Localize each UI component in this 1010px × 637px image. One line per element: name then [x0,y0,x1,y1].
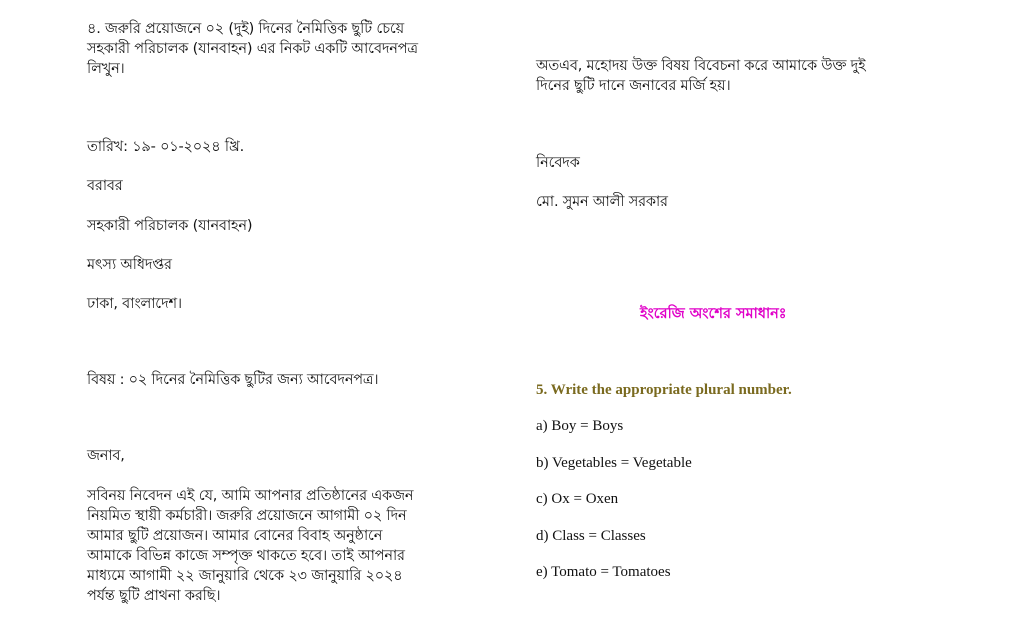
recipient-title: সহকারী পরিচালক (যানবাহন) [87,218,253,234]
letter-signoff: নিবেদক [536,155,580,171]
body-line: আমাকে বিভিন্ন কাজে সম্পৃক্ত থাকতে হবে। তাই আপনার [87,548,405,564]
question-line: সহকারী পরিচালক (যানবাহন) এর নিকট একটি আবেদনপত্র [87,41,418,57]
body-line: আমার ছুটি প্রয়োজন। আমার বোনের বিবাহ অনুষ্ঠানে [87,528,383,544]
body-line: নিয়মিত স্থায়ী কর্মচারী। জরুরি প্রয়োজনে আগামী ০২ দিন [87,508,407,524]
body-line: পর্যন্ত ছুটি প্রাথনা করছি। [87,588,221,604]
letter-closing [536,56,865,96]
question-line: ৪. জরুরি প্রয়োজনে ০২ (দুই) দিনের নৈমিত্তিক ছুটি চেয়ে [87,21,405,37]
body-line: সবিনয় নিবেদন এই যে, আমি আপনার প্রতিষ্ঠানের একজন [87,488,414,504]
answer-a: a) Boy = Boys [536,418,624,434]
english-section-heading: ইংরেজি অংশের সমাধানঃ [640,306,787,322]
answer-b: b) Vegetables = Vegetable [536,455,692,471]
letter-to: বরাবর [87,178,123,194]
answer-c: c) Ox = Oxen [536,491,619,507]
letter-salutation: জনাব, [87,448,125,464]
closing-line: অতএব, মহোদয় উক্ত বিষয় বিবেচনা করে আমাকে উক্ত দুই [536,58,866,74]
letter-subject: বিষয় : ০২ দিনের নৈমিত্তিক ছুটির জন্য আবেদনপত্র। [87,372,379,388]
question-line: লিখুন। [87,61,125,77]
letter-body [87,486,413,606]
question-text [87,19,418,79]
answer-d: d) Class = Classes [536,528,646,544]
closing-line: দিনের ছুটি দানে জনাবের মর্জি হয়। [536,78,731,94]
plural-question-heading: 5. Write the appropriate plural number. [536,382,792,398]
recipient-address: ঢাকা, বাংলাদেশ। [87,296,182,312]
recipient-department: মৎস্য অধিদপ্তর [87,257,172,273]
letter-date: তারিখ: ১৯- ০১-২০২৪ খ্রি. [87,139,244,155]
body-line: মাধ্যমে আগামী ২২ জানুয়ারি থেকে ২৩ জানুয়ারি ২০২৪ [87,568,403,584]
answer-e: e) Tomato = Tomatoes [536,564,671,580]
letter-signature: মো. সুমন আলী সরকার [536,194,668,210]
